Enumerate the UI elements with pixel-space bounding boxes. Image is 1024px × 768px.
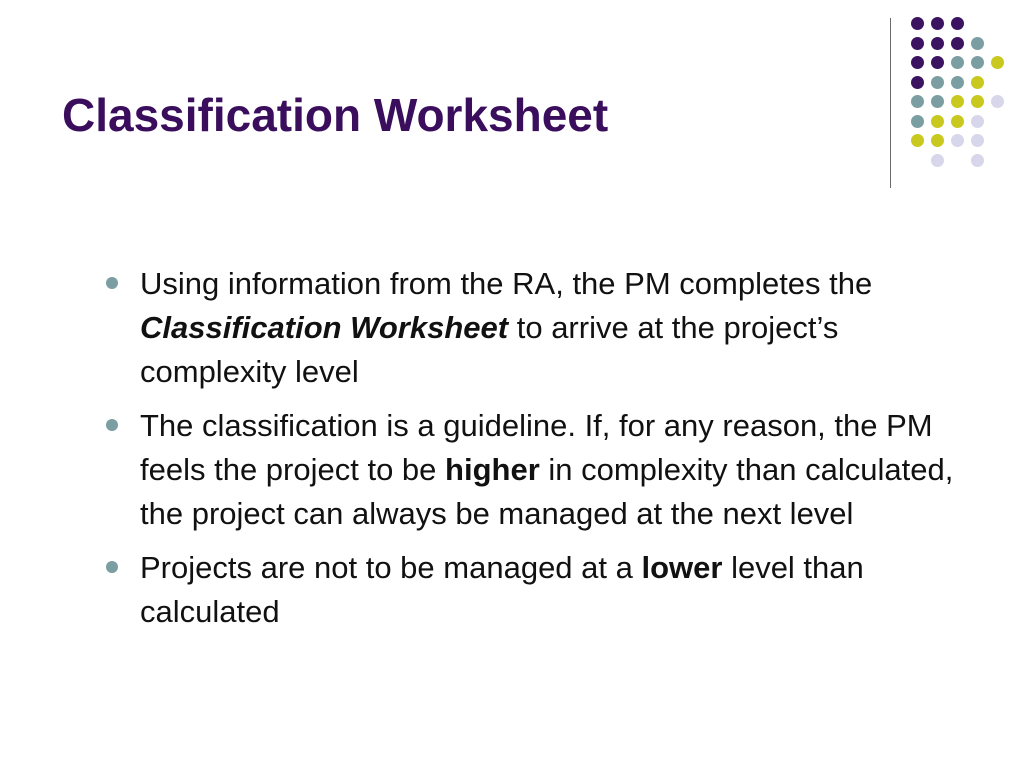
bullet-text: Using information from the RA, the PM completes the [140, 266, 873, 301]
dot-icon [951, 17, 964, 30]
dot-icon [911, 17, 924, 30]
dot-icon [911, 56, 924, 69]
dot-icon [951, 134, 964, 147]
bullet-text: in complexity than calculated, the project can always be managed at the next level [140, 452, 954, 531]
bullet-text: to arrive at the project’s complexity level [140, 310, 839, 389]
dot-icon [971, 154, 984, 167]
dot-icon [931, 17, 944, 30]
dot-icon [951, 115, 964, 128]
bullet-dot-icon [106, 561, 118, 573]
bullet-dot-icon [106, 277, 118, 289]
dot-icon [971, 56, 984, 69]
dot-icon [931, 115, 944, 128]
dot-icon [911, 115, 924, 128]
bullet-emphasis: lower [641, 550, 723, 585]
bullet-item [100, 262, 980, 394]
dot-icon [991, 95, 1004, 108]
dot-icon [931, 76, 944, 89]
title-divider-line [890, 18, 891, 188]
dot-icon [931, 154, 944, 167]
bullet-text: The classification is a guideline. If, for any reason, the PM feels the project to be [140, 408, 933, 487]
dot-icon [911, 134, 924, 147]
dot-icon [911, 37, 924, 50]
bullet-text: level than calculated [140, 550, 864, 629]
dot-icon [931, 56, 944, 69]
bullet-dot-icon [106, 419, 118, 431]
dot-icon [951, 95, 964, 108]
dot-icon [971, 115, 984, 128]
bullet-emphasis: Classification Worksheet [140, 310, 509, 345]
dot-icon [971, 76, 984, 89]
dot-icon [991, 56, 1004, 69]
dot-icon [951, 76, 964, 89]
bullet-list [100, 262, 980, 644]
bullet-item [100, 404, 980, 536]
dot-icon [951, 37, 964, 50]
dot-icon [971, 95, 984, 108]
dot-icon [951, 56, 964, 69]
dot-icon [931, 37, 944, 50]
bullet-text: Projects are not to be managed at a [140, 550, 642, 585]
dot-icon [911, 95, 924, 108]
slide-title: Classification Worksheet [62, 89, 609, 141]
dot-icon [931, 95, 944, 108]
dot-icon [911, 76, 924, 89]
dot-icon [971, 134, 984, 147]
bullet-emphasis: higher [445, 452, 540, 487]
dot-icon [971, 37, 984, 50]
bullet-item [100, 546, 980, 634]
dot-icon [931, 134, 944, 147]
